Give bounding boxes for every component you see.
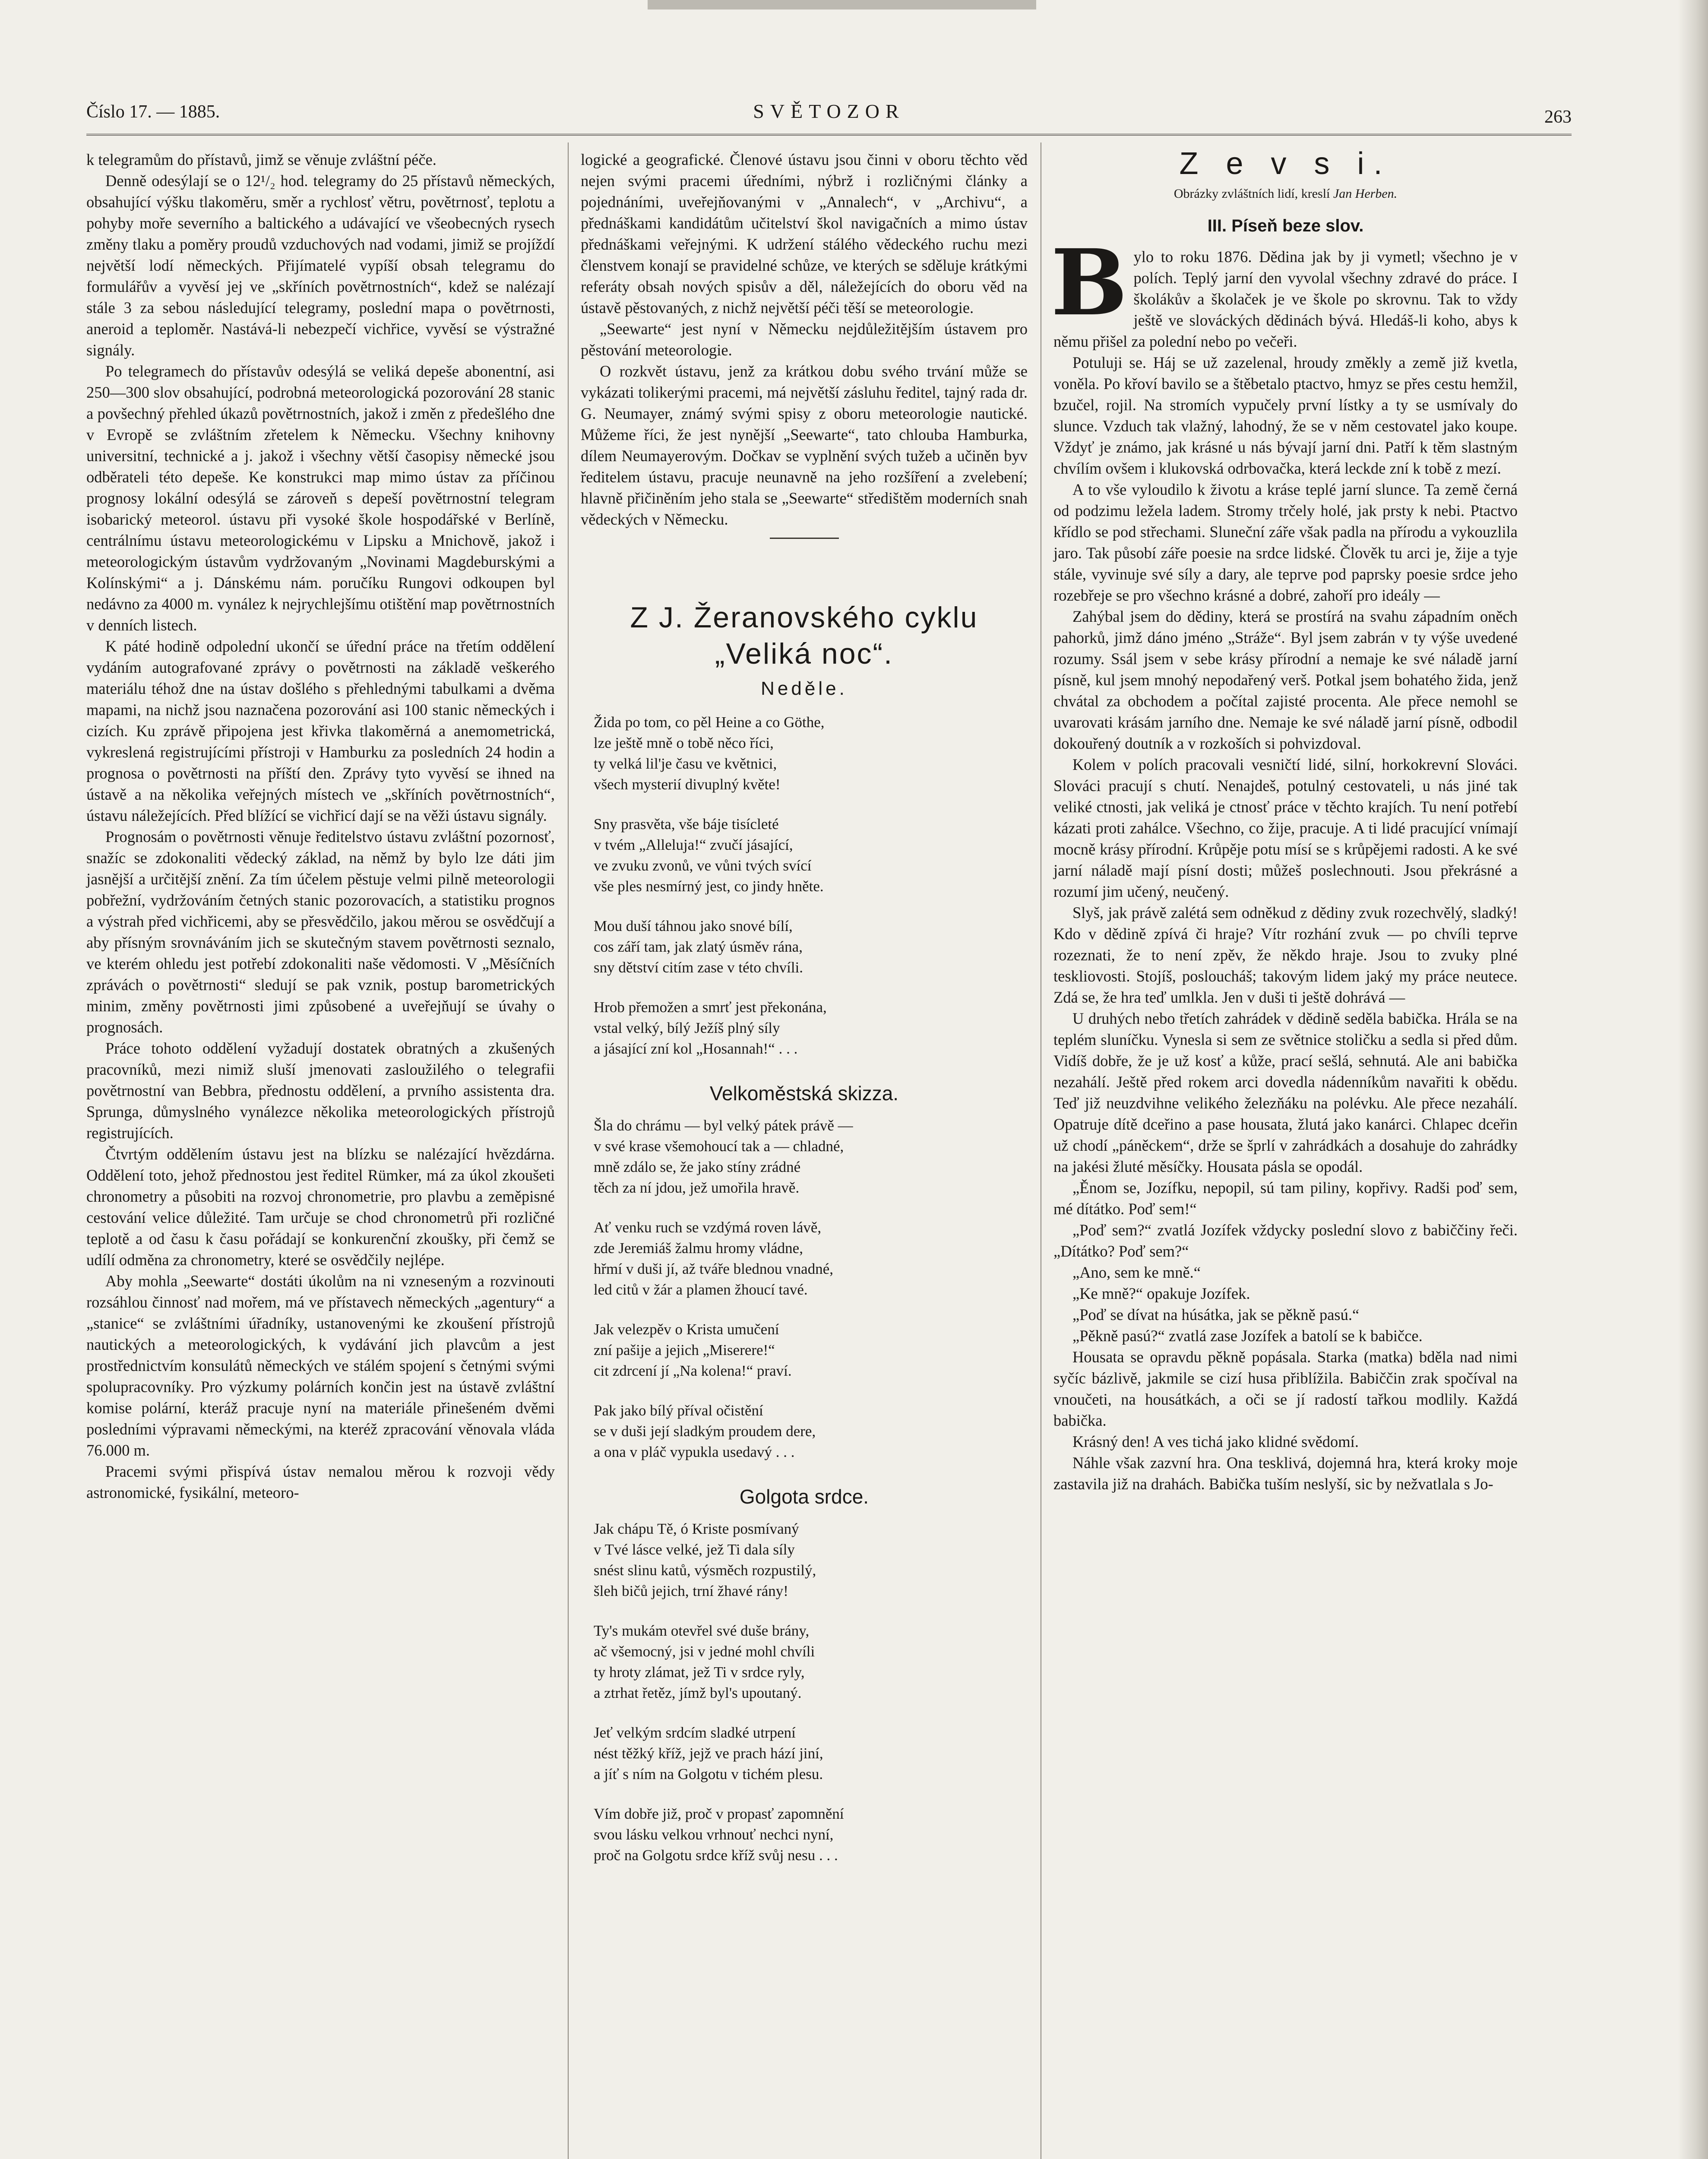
paragraph: Housata se opravdu pěkně popásala. Starka (matka) bděla nad nimi syčíc bázlivě, jakmile se cizí husa přiblížila. Babiččin zrak spočíval na vnoučeti, na housátkách, a oči se jí radostí tařkou modlily. Každá babička. (1053, 1348, 1518, 1429)
story-part-title: III. Píseň beze slov. (1207, 216, 1364, 235)
poem-golgota (581, 1519, 1028, 1866)
paragraph: k telegramům do přístavů, jimž se věnuje zvláštní péče. (86, 151, 436, 168)
paragraph: Zahýbal jsem do dědiny, která se prostírá na svahu západním oněch pahorků, jimž dáno jméno „Stráže“. Byl jsem zabrán v ty výše uvedené rozumy. Ssál jsem v sebe krásy přírodní a nemaje ke své náladě jarní písně, kul jsem mnohý nepodařený verš. Potkal jsem bohatého žida, jenž chvátal za obchodem a počítal zajisté procenta. Ale přece nemohl se uvarovati krásám jarního dne. Nemaje ke své náladě jarní písně, odbodil dokouřený doutník a v rozkoších si pohvizdoval. (1053, 608, 1518, 752)
paragraph: „Seewarte“ jest nyní v Německu nejdůležitějším ústavem pro pěstování meteorologie. (581, 320, 1028, 359)
paragraph: Čtvrtým oddělením ústavu jest na blízku se nalézající hvězdárna. Oddělení toto, jehož přednostou jest ředitel Rümker, má za úkol zkoušeti chronometry a působiti na rozvoj chronometrie, pro plavbu a zeměpisné cestování velice důležité. Tam určuje se chod chronometrů při rozličné teplotě a od času k času pořádají se konkurenční zkoušky, při čemž se udílí odměna za chronometry, které se osvědčily nejlépe. (86, 1145, 555, 1269)
paragraph: O rozkvět ústavu, jenž za krátkou dobu svého trvání může se vykázati tolikerými pracemi, má největší zásluhu ředitel, tajný rada dr. G. Neumayer, známý svými spisy z oboru meteorologie nautické. Můžeme říci, že jest nynější „Seewarte“, tato chlouba Hamburka, dílem Neumayerovým. Dočkav se vyplnění svých tužeb a učiněn byv ředitelem ústavu, pracuje neunavně na jeho rozšíření a zvelebení; hlavně přičiněním jeho stala se „Seewarte“ středištěm moderních snah vědeckých v Německu. (581, 362, 1028, 528)
stanza: Pak jako bílý příval očistění se v duši její sladkým proudem dere, a ona v pláč vypukla usedavý . . . (594, 1402, 816, 1460)
column-middle (581, 149, 1028, 1885)
paragraph: Po telegramech do přístavův odesýlá se veliká depeše abonentní, asi 250—300 slov obsahující, podrobná meteorologická pozorování 28 stanic a povšechný přehled úkazů povětrnostních, jakož i změn z předešlého dne v Evropě se zvláštním zřetelem k Německu. Všechny knihovny universitní, technické a j. jakož i všechny větší časopisy německé jsou odběrateli této depeše. Ke konstrukci map mimo ústav za příčinou prognosy lokální odesýlá se zároveň s depeší povětrnostní telegram isobarický meteorol. ústavu při vysoké škole hospodářské v Berlíně, centrálnímu ústavu meteorologickému v Lipsku a Mnichově, jakož i meteorologickým ústavům vydržovaným „Novinami Magdeburskými a Kolínskými“ a j. Dánskému nám. poručíku Rungovi odkoupen byl nedávno za 4000 m. vynález k nejrychlejšímu otištění map povětrnostních v denních listech. (86, 362, 555, 634)
paragraph: „Ano, sem ke mně.“ (1072, 1263, 1201, 1281)
story-subtitle: Obrázky zvláštních lidí, kreslí Jan Herben. (1173, 187, 1398, 201)
paragraph: logické a geografické. Členové ústavu jsou činni v oboru těchto věd nejen svými pracemi úředními, nýbrž i rozličnými články a pojednáními, uveřejňovanými v „Annalech“, v „Archivu“, a přednáškami kandidátům učitelství škol navigačních a mimo ústav přednáškami veřejnými. K udržení stálého vědeckého ruchu mezi členstvem konají se pravidelné schůze, ve kterých se sděluje krátkými referáty obsah nových spisův a děl, náležejících do oboru věd na ústavě pěstovaných, z nichž největší péči těší se meteorologie. (581, 151, 1028, 317)
paragraph: Aby mohla „Seewarte“ dostáti úkolům na ni vzneseným a rozvinouti rozsáhlou činnosť nad mořem, má ve přístavech německých „agentury“ a „stanice“ se zvláštními úřadníky, ustanovenými ke zkoušení přístrojů nautických a meteorologických, k vydávání jich plavcům a jest prostřednictvím konsulátů německých ve stálém spojení s četnými svými spolupracovníky. Pro výzkumy polárních končin jest na ústavě zvláštní komise polární, kteráž pracuje nyní na materiále přinešeném dvěmi posledními výpravami německými, na kteréž zpracování věnovala vláda 76.000 m. (86, 1272, 555, 1459)
stanza: Ať venku ruch se vzdýmá roven lávě, zde Jeremiáš žalmu hromy vládne, hřmí v duši jí, až tváře blednou vnadné, led citů v žár a plamen žhoucí tavé. (594, 1219, 833, 1298)
stanza: Ty's mukám otevřel své duše brány, ač všemocný, jsi v jedné mohl chvíli ty hroty zlámat, jež Ti v srdce ryly, a ztrhat řetěz, jímž byl's upoutaný. (594, 1622, 815, 1701)
page-header (86, 97, 1572, 132)
paragraph: Náhle však zazvní hra. Ona tesklivá, dojemná hra, která kroky moje zastavila již na drahách. Babička tuším neslyší, sic by nežvatlala s Jo- (1053, 1454, 1518, 1493)
stanza: Hrob přemožen a smrť jest překonána, vstal velký, bílý Ježíš plný síly a jásající zní kol „Hosannah!“ . . . (594, 999, 827, 1057)
poem-title-nedele: Neděle. (761, 678, 848, 699)
column-left (86, 149, 555, 1503)
stanza: Vím dobře již, proč v propasť zapomnění svou lásku velkou vrhnouť nechci nyní, proč na Golgotu srdce kříž svůj nesu . . . (594, 1805, 844, 1864)
poem-title-golgota: Golgota srdce. (739, 1485, 869, 1508)
paragraph: Denně odesýlají se o 12¹/₂ hod. telegramy do 25 přístavů německých, obsahující výšku tlakoměru, směr a rychlosť větru, povětrnosť, teplotu a pohyby moře severního a baltického a udávající ve všeobecných rysech změny tlaku a poměry proudů vzduchových nad vodami, jimiž se projíždí největší lodí německých. Přijímatelé vypíší obsah telegramu do formulářův a vyvěsí jej ve „skříních povětrnostních“, kdež se nalézají stále 3 za sebou následující telegramy, poslední mapa o povětrnosti, aneroid a teploměr. Nastává-li nebezpečí vichřice, vyvěsí se výstražné signály. (86, 172, 555, 359)
paragraph: „Pěkně pasú?“ zvatlá zase Jozífek a batolí se k babičce. (1072, 1327, 1423, 1345)
paragraph: A to vše vyloudilo k životu a kráse teplé jarní slunce. Ta země černá od podzimu ležela ladem. Stromy trčely holé, jak prsty k nebi. Ptactvo křídlo se pod střechami. Sluneční záře však padla na přírodu a vykouzlila jaro. Tak působí záře poesie na srdce lidské. Člověk tu arci je, žije a tyje stále, vyvinuje své síly a dary, ale teprve pod paprsky poesie srdce jeho rozebřeje se pro všechno krásné a dobré, zahoří pro ideály — (1053, 481, 1518, 604)
poem-nedele (581, 712, 1028, 1059)
paragraph: Krásný den! A ves tichá jako klidné svědomí. (1072, 1433, 1359, 1450)
paragraph: K páté hodině odpolední ukončí se úřední práce na třetím oddělení vydáním autografované zprávy o povětrnosti na základě veškerého materiálu téhož dne na ústav došlého s přehlednými tabulkami a dvěma mapami, na nichž jsou naznačena pozorování asi 100 stanic německých i cizích. Ku zprávě připojena jest křivka tlakoměrná a anemometrická, vykreslená registrujícími přístroji v Hamburku za posledních 24 hodin a prognosa o povětrnosti na příští den. Zprávy tyto vyvěsí se ihned na ústavě a na několika veřejných místech ve „skříních povětrnostních“, ústavu náležejících. Před blížící se vichřicí dají se na věži ústavu signály. (86, 637, 555, 824)
paragraph: „Ke mně?“ opakuje Jozífek. (1072, 1285, 1250, 1302)
paragraph: Kolem v polích pracovali vesničtí lidé, silní, horkokrevní Slováci. Slováci pracují s chutí. Nenajdeš, potulný cestovateli, u nás jiné tak veliké ctnosti, jak veliká je ctnosť práce v těchto krajích. Tu není potřebí kázati proti zahálce. Všechno, co žije, pracuje. A ti lidé pracující vnímají mocně krásy přírodní. Krůpěje potu mísí se s krůpějemi radosti. A ke své jarní náladě mají písní dosti; můžeš poslechnouti. Jsou překrásné a rozumí jim učený, neučený. (1053, 756, 1518, 900)
paragraph: Pracemi svými přispívá ústav nemalou měrou k rozvoji vědy astronomické, fysikální, meteoro- (86, 1463, 555, 1501)
stanza: Mou duší táhnou jako snové bílí, cos září tam, jak zlatý úsměv rána, sny dětství citím zase v této chvíli. (594, 918, 803, 976)
drop-cap: B (1051, 229, 1128, 336)
paragraph: Práce tohoto oddělení vyžadují dostatek obratných a zkušených pracovníků, mezi nimiž sluší jmenovati zasloužilého o telegrafii povětrnostní van Bebbra, přednostu oddělení, a prvního assistenta dra. Sprunga, důmyslného vynálezce několika meteorologických přístrojů registrujících. (86, 1039, 555, 1142)
paragraph: Prognosám o povětrnosti věnuje ředitelstvo ústavu zvláštní pozornosť, snažíc se zdokonaliti vědecký základ, na němž by bylo lze dáti jim jasnější a určitější znění. Za tím účelem pěstuje velmi pilně meteorologii pobřežní, vydržováním četných stanic pozorovacích, a statistiku prognos a výstrah před vichřicemi, aby se přesvědčilo, jakou měrou se osvědčují a aby přísným srovnáváním jich se skutečným stavem povětrnosti seznalo, ve kterém ohledu jest potřebí zdokonaliti naše vědomosti. V „Měsíčních zprávách o povětrnosti“ sledují se pak vznik, postup barometrických minim, změny povětrnosti jimi způsobené a uveřejňují se úvahy o prognosách. (86, 828, 555, 1036)
stanza: Žida po tom, co pěl Heine a co Göthe, lze ještě mně o tobě něco říci, ty velká lil'je času ve květnici, všech mysterií divuplný květe! (594, 714, 825, 793)
story-title: Z e v s i. (1179, 146, 1392, 181)
stanza: Jak chápu Tě, ó Kriste posmívaný v Tvé lásce velké, jež Ti dala síly snést slinu katů, výsměch rozpustilý, šleh bičů jejich, trní žhavé rány! (594, 1520, 816, 1599)
paragraph: U druhých nebo třetích zahrádek v dědině seděla babička. Hrála se na teplém sluníčku. Vynesla si sem ze světnice stoličku a sedla si před dům. Vidíš dobře, že je už kosť a kůže, prací sešlá, sehnutá. Ale ani babička nezahálí. Ještě před rokem arci dovedla nádenníkům navařiti k obědu. Teď již neuzdvihne velikého železňáku na polévku. Ale přece nezahálí. Opatruje dítě dceřino a pase housata, žlutá jako kanárci. Chlapec dceřin už chodí „páněckem“, drže se šprlí v zahrádkách a dosahuje do zahrádky na jakési žluté měsíčky. Housata pásla se opodál. (1053, 1010, 1518, 1175)
page-number: 263 (1544, 107, 1572, 127)
section-divider (770, 538, 839, 539)
stanza: Šla do chrámu — byl velký pátek právě — v své krase všemohoucí tak a — chladné, mně zdálo se, že jako stíny zrádné těch za ní jdou, jež umořila hravě. (594, 1117, 853, 1196)
paragraph: „Poď sem?“ zvatlá Jozífek vždycky poslední slovo z babiččiny řeči. „Dítátko? Poď sem?“ (1053, 1221, 1518, 1260)
paragraph: „Ěnom se, Jozífku, nepopil, sú tam piliny, kopřivy. Radši poď sem, mé dítátko. Poď sem!“ (1053, 1179, 1518, 1218)
stanza: Jak velezpěv o Krista umučení zní pašije a jejich „Miserere!“ cit zdrcení jí „Na kolena!“ praví. (594, 1321, 792, 1379)
poem-skizza (581, 1115, 1028, 1463)
paragraph: „Poď se dívat na húsátka, jak se pěkně pasú.“ (1072, 1306, 1360, 1323)
journal-title: SVĚTOZOR (753, 100, 905, 122)
column-right (1051, 146, 1518, 1494)
scan-edge-mark (648, 0, 1036, 9)
stanza: Jeť velkým srdcím sladké utrpení nést těžký kříž, jejž ve prach hází jiní, a jíť s ním na Golgotu v tichém plesu. (594, 1724, 823, 1782)
poem-title-skizza: Velkoměstská skizza. (709, 1082, 899, 1105)
column-divider (568, 142, 569, 2159)
header-rule (86, 134, 1572, 136)
story-author: Jan Herben. (1333, 187, 1398, 201)
issue-number: Číslo 17. — 1885. (86, 102, 220, 122)
paragraph: Potuluji se. Háj se už zazelenal, hroudy změkly a země již kvetla, voněla. Po křoví bavilo se a štěbetalo ptactvo, hmyz se přes cestu hemžil, bzučel, rojil. Na stromích vypučely první lístky a ty se usmívaly do slunce. Vzduch tak vlažný, lahodný, že se v něm cestovatel jako koupe. Vždyť je známo, jak krásné u nás bývají jarní dni. Patří k těm slastným chvílím ovšem i klukovská odrbovačka, která leckde zní k tobě z mezí. (1053, 354, 1518, 477)
paragraph: Slyš, jak právě zalétá sem odněkud z dědiny zvuk rozechvělý, sladký! Kdo v dědině zpívá či hraje? Vítr rozhání zvuk — po chvíli teprve rozeznati, že to není zpěv, že někdo hraje. Jsou to zvuky plné teskliovosti. Stojíš, posloucháš; takovým lidem jaký my práce neutece. Zdá se, že hra teď umlkla. Jen v duši ti ještě dohrává — (1053, 904, 1518, 1006)
poem-cycle-title: Z J. Žeranovského cyklu „Veliká noc“. (630, 601, 978, 670)
paragraph: Bylo to roku 1876. Dědina jak by ji vymetl; všechno je v polích. Teplý jarní den vyvolal všechny zdravé do práce. I školákův a školaček je ve škole po skrovnu. Tak to vždy ještě ve slováckých dědinách bývá. Hledáš-li koho, abys k němu přišel za polední nebo po večeři. (1051, 229, 1518, 350)
page-gutter-shadow (1678, 0, 1708, 2159)
stanza: Sny prasvěta, vše báje tisícleté v tvém „Alleluja!“ zvučí jásající, ve zvuku zvonů, ve vůni tvých svící vše ples nesmírný jest, co jindy hněte. (594, 816, 824, 895)
